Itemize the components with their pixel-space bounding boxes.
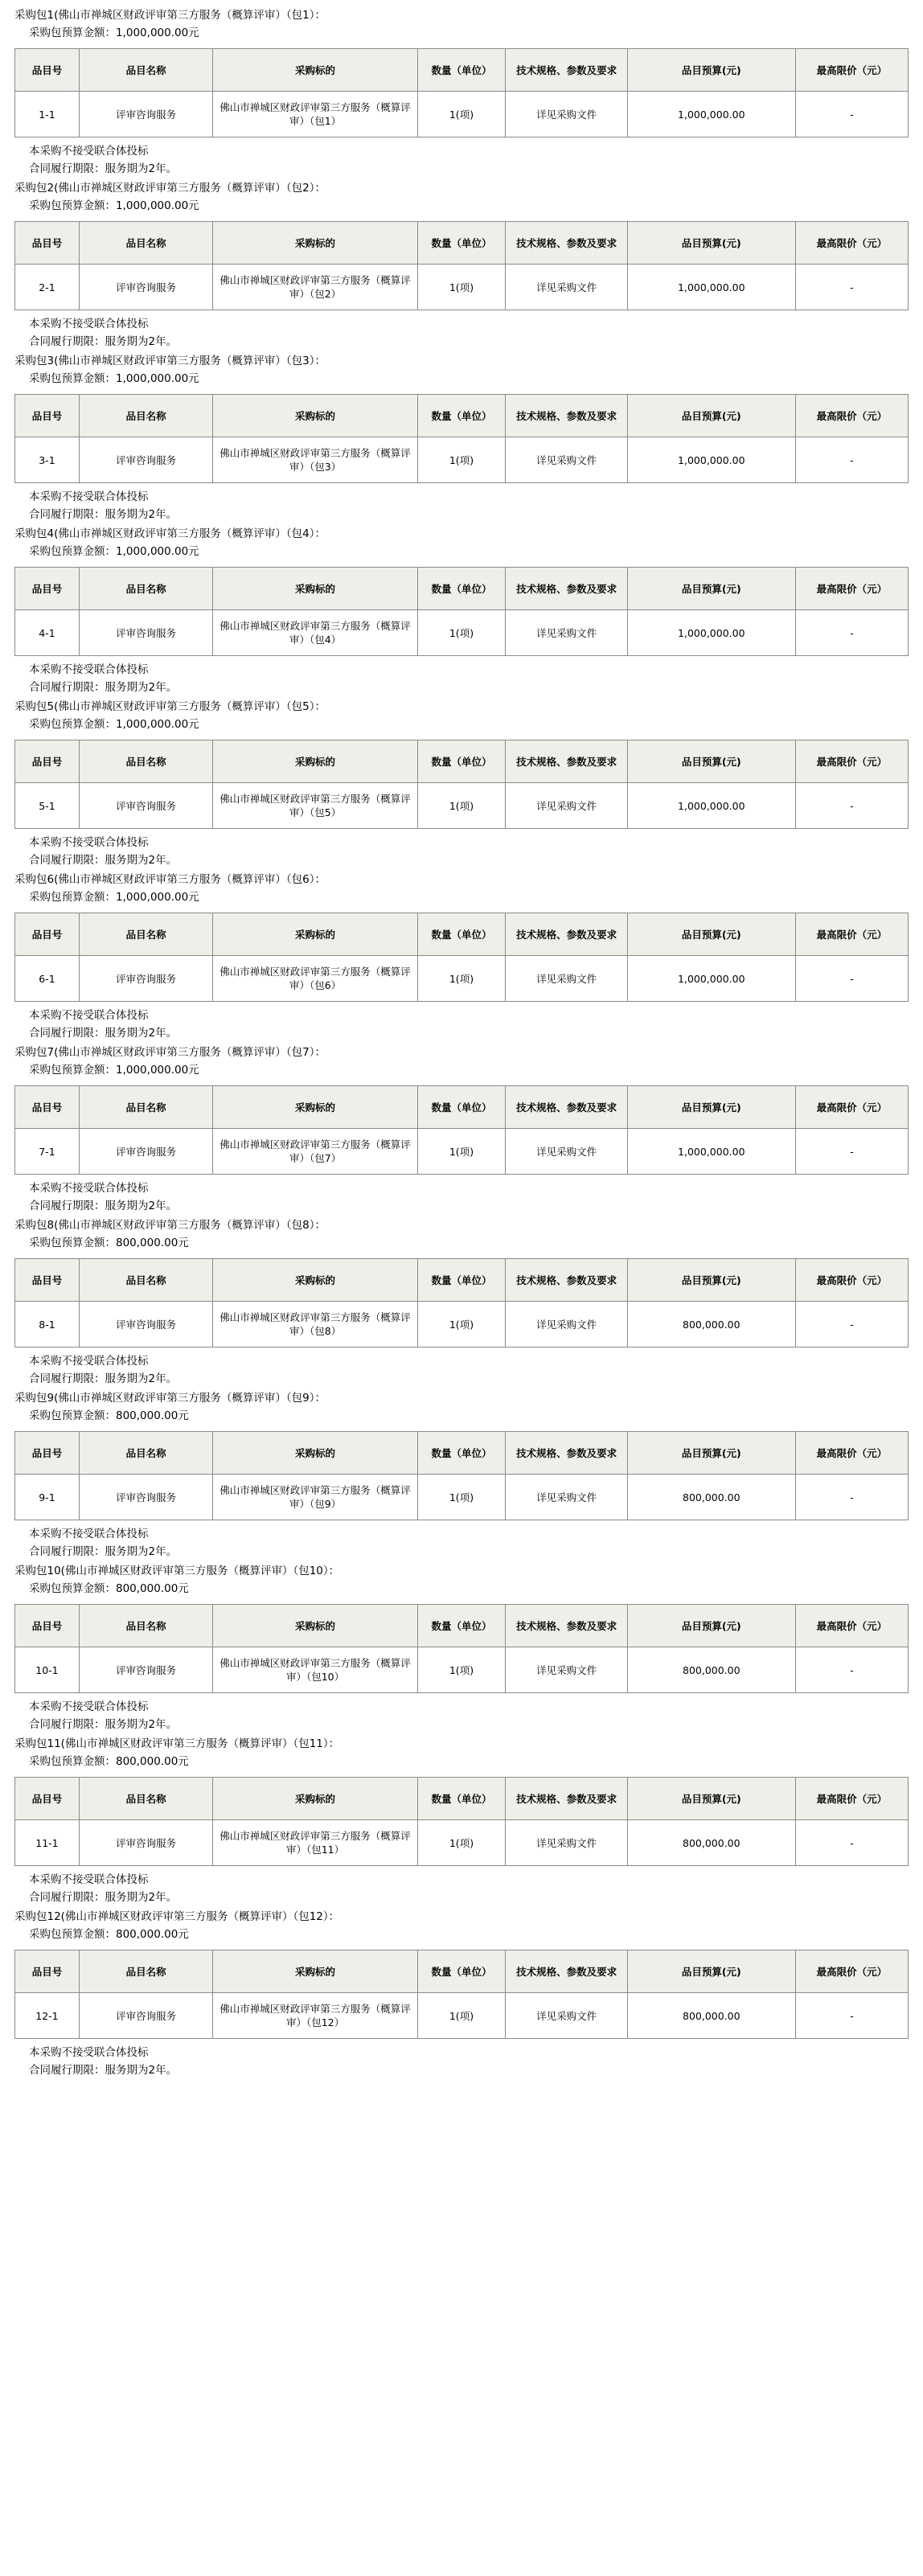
procurement-package [14,1735,909,1906]
header-price-cap: 最高限价（元） [795,913,908,956]
table-header-row [15,1259,909,1302]
header-subject: 采购标的 [213,913,417,956]
package-title: 采购包7(佛山市禅城区财政评审第三方服务（概算评审）（包7）： [14,1046,326,1059]
header-item-budget: 品目预算(元) [627,568,795,610]
procurement-package [14,352,909,523]
cell-spec: 详见采购文件 [506,1129,628,1175]
package-items-table [14,1258,909,1347]
cell-item-budget: 800,000.00 [627,1820,795,1866]
procurement-package [14,1216,909,1388]
cell-quantity: 1(项) [417,1475,506,1520]
header-item-no: 品目号 [15,395,80,437]
header-item-budget: 品目预算(元) [627,49,795,92]
cell-quantity: 1(项) [417,1993,506,2039]
package-items-table [14,1950,909,2039]
header-item-no: 品目号 [15,1605,80,1647]
procurement-package [14,525,909,696]
cell-spec: 详见采购文件 [506,956,628,1002]
package-budget: 采购包预算金额：800,000.00元 [29,1928,189,1941]
no-consortium-note: 本采购不接受联合体投标 [29,1700,149,1713]
cell-spec: 详见采购文件 [506,610,628,656]
package-budget: 采购包预算金额：1,000,000.00元 [29,199,199,212]
cell-price-cap: - [795,956,908,1002]
cell-item-budget: 800,000.00 [627,1993,795,2039]
header-price-cap: 最高限价（元） [795,1778,908,1820]
cell-subject: 佛山市禅城区财政评审第三方服务（概算评审）（包10） [213,1647,417,1693]
table-header-row [15,1432,909,1475]
package-items-table [14,1431,909,1520]
cell-spec: 详见采购文件 [506,783,628,829]
no-consortium-note: 本采购不接受联合体投标 [29,318,149,330]
table-row [15,1302,909,1347]
cell-quantity: 1(项) [417,783,506,829]
procurement-package [14,1562,909,1733]
header-item-no: 品目号 [15,740,80,783]
table-header-row [15,1605,909,1647]
cell-quantity: 1(项) [417,1820,506,1866]
package-title: 采购包3(佛山市禅城区财政评审第三方服务（概算评审）（包3）： [14,355,326,367]
contract-term-note: 合同履行期限：服务期为2年。 [29,1545,178,1558]
cell-subject: 佛山市禅城区财政评审第三方服务（概算评审）（包8） [213,1302,417,1347]
header-item-name: 品目名称 [79,49,213,92]
contract-term-note: 合同履行期限：服务期为2年。 [29,2064,178,2077]
contract-term-note: 合同履行期限：服务期为2年。 [29,335,178,348]
cell-price-cap: - [795,265,908,310]
cell-price-cap: - [795,610,908,656]
cell-item-budget: 1,000,000.00 [627,437,795,483]
procurement-package [14,1908,909,2079]
header-quantity: 数量（单位） [417,222,506,265]
header-item-name: 品目名称 [79,1778,213,1820]
cell-item-name: 评审咨询服务 [79,1475,213,1520]
header-quantity: 数量（单位） [417,913,506,956]
header-spec: 技术规格、参数及要求 [506,395,628,437]
cell-item-name: 评审咨询服务 [79,92,213,137]
header-price-cap: 最高限价（元） [795,1605,908,1647]
package-title: 采购包5(佛山市禅城区财政评审第三方服务（概算评审）（包5）： [14,700,326,713]
header-subject: 采购标的 [213,740,417,783]
no-consortium-note: 本采购不接受联合体投标 [29,1873,149,1886]
cell-price-cap: - [795,92,908,137]
cell-item-no: 1-1 [15,92,80,137]
cell-item-name: 评审咨询服务 [79,1993,213,2039]
cell-quantity: 1(项) [417,956,506,1002]
cell-subject: 佛山市禅城区财政评审第三方服务（概算评审）（包3） [213,437,417,483]
cell-spec: 详见采购文件 [506,1475,628,1520]
cell-item-budget: 1,000,000.00 [627,265,795,310]
header-item-name: 品目名称 [79,1086,213,1129]
cell-price-cap: - [795,1820,908,1866]
cell-item-name: 评审咨询服务 [79,956,213,1002]
contract-term-note: 合同履行期限：服务期为2年。 [29,1200,178,1212]
cell-subject: 佛山市禅城区财政评审第三方服务（概算评审）（包12） [213,1993,417,2039]
header-item-budget: 品目预算(元) [627,395,795,437]
cell-item-budget: 800,000.00 [627,1302,795,1347]
table-row [15,610,909,656]
header-subject: 采购标的 [213,1605,417,1647]
header-price-cap: 最高限价（元） [795,1259,908,1302]
header-item-no: 品目号 [15,568,80,610]
header-item-budget: 品目预算(元) [627,913,795,956]
header-price-cap: 最高限价（元） [795,395,908,437]
package-items-table [14,1604,909,1693]
cell-subject: 佛山市禅城区财政评审第三方服务（概算评审）（包7） [213,1129,417,1175]
table-header-row [15,568,909,610]
table-header-row [15,740,909,783]
header-price-cap: 最高限价（元） [795,49,908,92]
package-budget: 采购包预算金额：1,000,000.00元 [29,545,199,558]
header-quantity: 数量（单位） [417,1778,506,1820]
header-item-no: 品目号 [15,1432,80,1475]
cell-quantity: 1(项) [417,610,506,656]
cell-subject: 佛山市禅城区财政评审第三方服务（概算评审）（包9） [213,1475,417,1520]
no-consortium-note: 本采购不接受联合体投标 [29,1009,149,1022]
table-row [15,92,909,137]
cell-item-budget: 1,000,000.00 [627,610,795,656]
header-item-name: 品目名称 [79,913,213,956]
package-title: 采购包2(佛山市禅城区财政评审第三方服务（概算评审）（包2）： [14,182,326,195]
package-budget: 采购包预算金额：1,000,000.00元 [29,891,199,904]
table-row [15,1820,909,1866]
package-title: 采购包9(佛山市禅城区财政评审第三方服务（概算评审）（包9）： [14,1392,326,1405]
cell-price-cap: - [795,1993,908,2039]
package-budget: 采购包预算金额：1,000,000.00元 [29,372,199,385]
procurement-package [14,1389,909,1561]
cell-subject: 佛山市禅城区财政评审第三方服务（概算评审）（包11） [213,1820,417,1866]
cell-item-budget: 1,000,000.00 [627,92,795,137]
cell-price-cap: - [795,783,908,829]
header-item-budget: 品目预算(元) [627,1259,795,1302]
header-subject: 采购标的 [213,1086,417,1129]
header-spec: 技术规格、参数及要求 [506,740,628,783]
cell-quantity: 1(项) [417,1302,506,1347]
cell-spec: 详见采购文件 [506,1302,628,1347]
cell-price-cap: - [795,1475,908,1520]
cell-item-name: 评审咨询服务 [79,1820,213,1866]
cell-price-cap: - [795,1647,908,1693]
procurement-package [14,1044,909,1215]
cell-item-name: 评审咨询服务 [79,783,213,829]
header-subject: 采购标的 [213,222,417,265]
cell-item-name: 评审咨询服务 [79,1647,213,1693]
header-spec: 技术规格、参数及要求 [506,1086,628,1129]
header-item-budget: 品目预算(元) [627,1432,795,1475]
no-consortium-note: 本采购不接受联合体投标 [29,663,149,676]
cell-quantity: 1(项) [417,92,506,137]
header-price-cap: 最高限价（元） [795,1432,908,1475]
header-subject: 采购标的 [213,1950,417,1993]
header-item-name: 品目名称 [79,1432,213,1475]
no-consortium-note: 本采购不接受联合体投标 [29,836,149,849]
header-item-no: 品目号 [15,1259,80,1302]
header-price-cap: 最高限价（元） [795,740,908,783]
header-quantity: 数量（单位） [417,740,506,783]
table-row [15,783,909,829]
header-price-cap: 最高限价（元） [795,222,908,265]
header-item-no: 品目号 [15,1778,80,1820]
header-quantity: 数量（单位） [417,49,506,92]
header-item-no: 品目号 [15,913,80,956]
header-item-budget: 品目预算(元) [627,222,795,265]
cell-quantity: 1(项) [417,437,506,483]
contract-term-note: 合同履行期限：服务期为2年。 [29,854,178,867]
table-row [15,437,909,483]
contract-term-note: 合同履行期限：服务期为2年。 [29,1027,178,1040]
cell-item-no: 7-1 [15,1129,80,1175]
header-spec: 技术规格、参数及要求 [506,222,628,265]
package-items-table [14,394,909,483]
no-consortium-note: 本采购不接受联合体投标 [29,1355,149,1368]
header-quantity: 数量（单位） [417,1259,506,1302]
table-header-row [15,913,909,956]
cell-subject: 佛山市禅城区财政评审第三方服务（概算评审）（包2） [213,265,417,310]
cell-quantity: 1(项) [417,1647,506,1693]
procurement-package [14,871,909,1042]
package-title: 采购包1(佛山市禅城区财政评审第三方服务（概算评审）（包1）： [14,9,326,22]
header-price-cap: 最高限价（元） [795,1950,908,1993]
cell-item-name: 评审咨询服务 [79,610,213,656]
no-consortium-note: 本采购不接受联合体投标 [29,1182,149,1195]
table-header-row [15,49,909,92]
cell-item-no: 12-1 [15,1993,80,2039]
header-item-no: 品目号 [15,1086,80,1129]
header-spec: 技术规格、参数及要求 [506,568,628,610]
header-item-no: 品目号 [15,49,80,92]
cell-spec: 详见采购文件 [506,265,628,310]
header-item-budget: 品目预算(元) [627,1778,795,1820]
package-items-table [14,48,909,137]
header-subject: 采购标的 [213,49,417,92]
cell-spec: 详见采购文件 [506,92,628,137]
table-row [15,1475,909,1520]
no-consortium-note: 本采购不接受联合体投标 [29,490,149,503]
cell-price-cap: - [795,437,908,483]
cell-subject: 佛山市禅城区财政评审第三方服务（概算评审）（包1） [213,92,417,137]
header-item-name: 品目名称 [79,395,213,437]
package-title: 采购包12(佛山市禅城区财政评审第三方服务（概算评审）（包12）： [14,1910,340,1923]
contract-term-note: 合同履行期限：服务期为2年。 [29,508,178,521]
package-items-table [14,740,909,829]
header-item-name: 品目名称 [79,740,213,783]
header-item-name: 品目名称 [79,1259,213,1302]
cell-item-no: 5-1 [15,783,80,829]
cell-subject: 佛山市禅城区财政评审第三方服务（概算评审）（包6） [213,956,417,1002]
header-quantity: 数量（单位） [417,395,506,437]
package-title: 采购包8(佛山市禅城区财政评审第三方服务（概算评审）（包8）： [14,1219,326,1232]
contract-term-note: 合同履行期限：服务期为2年。 [29,1372,178,1385]
table-header-row [15,1950,909,1993]
header-item-name: 品目名称 [79,568,213,610]
package-budget: 采购包预算金额：800,000.00元 [29,1409,189,1422]
cell-subject: 佛山市禅城区财政评审第三方服务（概算评审）（包5） [213,783,417,829]
header-price-cap: 最高限价（元） [795,568,908,610]
header-price-cap: 最高限价（元） [795,1086,908,1129]
header-item-budget: 品目预算(元) [627,740,795,783]
header-item-budget: 品目预算(元) [627,1086,795,1129]
header-item-name: 品目名称 [79,222,213,265]
table-row [15,1129,909,1175]
cell-item-no: 8-1 [15,1302,80,1347]
cell-item-name: 评审咨询服务 [79,1129,213,1175]
cell-item-budget: 1,000,000.00 [627,1129,795,1175]
package-items-table [14,913,909,1002]
cell-item-no: 3-1 [15,437,80,483]
header-subject: 采购标的 [213,1778,417,1820]
header-quantity: 数量（单位） [417,1950,506,1993]
package-budget: 采购包预算金额：800,000.00元 [29,1755,189,1768]
contract-term-note: 合同履行期限：服务期为2年。 [29,162,178,175]
package-budget: 采购包预算金额：1,000,000.00元 [29,718,199,731]
procurement-package [14,179,909,351]
header-subject: 采购标的 [213,1432,417,1475]
package-title: 采购包4(佛山市禅城区财政评审第三方服务（概算评审）（包4）： [14,527,326,540]
package-title: 采购包11(佛山市禅城区财政评审第三方服务（概算评审）（包11）： [14,1737,340,1750]
cell-item-budget: 800,000.00 [627,1647,795,1693]
header-spec: 技术规格、参数及要求 [506,49,628,92]
package-title: 采购包6(佛山市禅城区财政评审第三方服务（概算评审）（包6）： [14,873,326,886]
cell-item-name: 评审咨询服务 [79,437,213,483]
cell-price-cap: - [795,1302,908,1347]
cell-item-budget: 1,000,000.00 [627,783,795,829]
cell-item-name: 评审咨询服务 [79,1302,213,1347]
cell-item-no: 6-1 [15,956,80,1002]
header-item-no: 品目号 [15,1950,80,1993]
table-header-row [15,1086,909,1129]
package-budget: 采购包预算金额：1,000,000.00元 [29,27,199,39]
cell-item-budget: 800,000.00 [627,1475,795,1520]
package-budget: 采购包预算金额：800,000.00元 [29,1237,189,1249]
procurement-package [14,698,909,869]
cell-spec: 详见采购文件 [506,1993,628,2039]
no-consortium-note: 本采购不接受联合体投标 [29,1528,149,1540]
header-item-no: 品目号 [15,222,80,265]
cell-spec: 详见采购文件 [506,437,628,483]
cell-item-no: 9-1 [15,1475,80,1520]
table-header-row [15,395,909,437]
header-subject: 采购标的 [213,395,417,437]
table-row [15,1993,909,2039]
package-items-table [14,1085,909,1175]
package-budget: 采购包预算金额：800,000.00元 [29,1582,189,1595]
header-item-budget: 品目预算(元) [627,1950,795,1993]
cell-quantity: 1(项) [417,265,506,310]
header-item-name: 品目名称 [79,1605,213,1647]
cell-item-budget: 1,000,000.00 [627,956,795,1002]
table-row [15,265,909,310]
header-quantity: 数量（单位） [417,568,506,610]
cell-spec: 详见采购文件 [506,1647,628,1693]
header-spec: 技术规格、参数及要求 [506,1778,628,1820]
package-budget: 采购包预算金额：1,000,000.00元 [29,1064,199,1077]
cell-item-no: 2-1 [15,265,80,310]
package-title: 采购包10(佛山市禅城区财政评审第三方服务（概算评审）（包10）： [14,1565,340,1577]
cell-subject: 佛山市禅城区财政评审第三方服务（概算评审）（包4） [213,610,417,656]
package-items-table [14,221,909,310]
header-item-name: 品目名称 [79,1950,213,1993]
header-subject: 采购标的 [213,568,417,610]
package-items-table [14,567,909,656]
contract-term-note: 合同履行期限：服务期为2年。 [29,1718,178,1731]
header-quantity: 数量（单位） [417,1086,506,1129]
table-row [15,956,909,1002]
cell-price-cap: - [795,1129,908,1175]
header-spec: 技术规格、参数及要求 [506,913,628,956]
cell-item-no: 10-1 [15,1647,80,1693]
header-spec: 技术规格、参数及要求 [506,1950,628,1993]
table-header-row [15,222,909,265]
no-consortium-note: 本采购不接受联合体投标 [29,2046,149,2059]
cell-item-no: 4-1 [15,610,80,656]
cell-quantity: 1(项) [417,1129,506,1175]
package-items-table [14,1777,909,1866]
cell-item-name: 评审咨询服务 [79,265,213,310]
contract-term-note: 合同履行期限：服务期为2年。 [29,1891,178,1904]
header-spec: 技术规格、参数及要求 [506,1605,628,1647]
header-spec: 技术规格、参数及要求 [506,1432,628,1475]
header-item-budget: 品目预算(元) [627,1605,795,1647]
header-quantity: 数量（单位） [417,1605,506,1647]
no-consortium-note: 本采购不接受联合体投标 [29,145,149,158]
header-quantity: 数量（单位） [417,1432,506,1475]
cell-item-no: 11-1 [15,1820,80,1866]
header-subject: 采购标的 [213,1259,417,1302]
table-header-row [15,1778,909,1820]
header-spec: 技术规格、参数及要求 [506,1259,628,1302]
cell-spec: 详见采购文件 [506,1820,628,1866]
table-row [15,1647,909,1693]
contract-term-note: 合同履行期限：服务期为2年。 [29,681,178,694]
procurement-package [14,6,909,178]
